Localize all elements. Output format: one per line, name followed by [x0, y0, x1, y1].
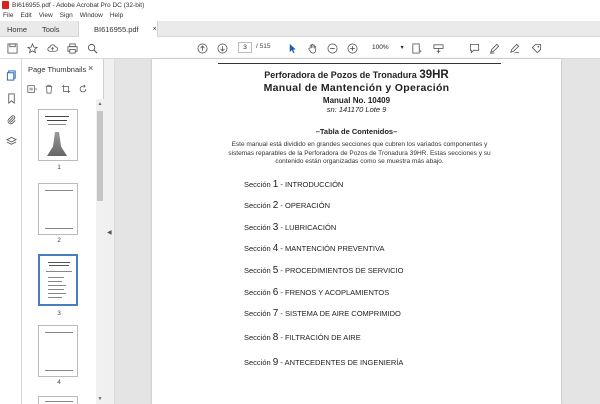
thumbnail-number: 2 — [57, 237, 61, 244]
page-total: / 515 — [256, 43, 271, 50]
intro-paragraph: Este manual está dividido en grandes secciones que cubren los variados componentes y sistemas reparables de la Perforadora de Pozos de Tronadura 39HR. Estas secciones y su contenido están organizadas como se muestra más abajo. — [228, 141, 491, 165]
page-thumbnail-5[interactable] — [38, 396, 78, 404]
tab-document[interactable] — [78, 21, 158, 38]
thumbnail-list — [22, 99, 96, 404]
header-rule — [218, 63, 501, 64]
toc-entry: Sección 6 - FRENOS Y ACOPLAMIENTOS — [244, 287, 390, 298]
thumbnail-scrollbar[interactable] — [96, 99, 104, 404]
cloud-upload-icon[interactable] — [46, 42, 58, 54]
highlight-pen-icon[interactable] — [488, 42, 500, 54]
chevron-down-icon: ▾ — [400, 45, 404, 51]
bookmark-star-icon[interactable] — [26, 42, 38, 54]
tab-home[interactable]: Home — [7, 24, 28, 34]
tab-bar — [0, 21, 600, 37]
heading-text: Perforadora de Pozos de Tronadura — [264, 70, 420, 80]
menu-help[interactable]: Help — [109, 12, 124, 19]
search-icon[interactable] — [86, 42, 98, 54]
document-title: Manual de Mantención y Operación — [263, 82, 450, 94]
stamp-tool-icon[interactable] — [530, 42, 542, 54]
previous-page-icon[interactable] — [196, 42, 208, 54]
thumbnail-number: 3 — [57, 310, 61, 317]
title-bar — [0, 0, 600, 10]
delete-page-icon[interactable] — [43, 83, 54, 94]
panel-title: Page Thumbnails — [28, 65, 87, 74]
page-thumbnail-2[interactable] — [38, 183, 78, 235]
keyboard-icon[interactable] — [432, 42, 444, 54]
heading-model: 39HR — [419, 69, 449, 81]
crop-page-icon[interactable] — [60, 83, 71, 94]
close-tab-icon[interactable]: × — [152, 26, 157, 33]
close-panel-icon[interactable]: × — [88, 63, 94, 73]
tab-document-label: BI616955.pdf — [94, 25, 139, 34]
page-thumbnail-1[interactable] — [38, 109, 78, 161]
thumbnails-panel — [22, 59, 104, 404]
options-menu-icon[interactable] — [26, 83, 37, 94]
next-page-icon[interactable] — [216, 42, 228, 54]
toc-entry: Sección 5 - PROCEDIMIENTOS DE SERVICIO — [244, 265, 404, 276]
bookmark-icon[interactable] — [5, 92, 17, 104]
toc-entry: Sección 4 - MANTENCIÓN PREVENTIVA — [244, 243, 385, 254]
fit-page-icon[interactable] — [410, 42, 422, 54]
page-thumbnail-3[interactable] — [38, 254, 78, 306]
toc-entry: Sección 3 - LUBRICACIÓN — [244, 222, 337, 233]
save-icon[interactable] — [6, 42, 18, 54]
acrobat-logo-icon — [2, 1, 9, 9]
toc-entry: Sección 7 - SISTEMA DE AIRE COMPRIMIDO — [244, 308, 401, 319]
menu-bar — [0, 10, 600, 21]
tab-tools[interactable]: Tools — [42, 24, 60, 34]
menu-edit[interactable]: Edit — [20, 12, 32, 19]
window-title: BI616955.pdf - Adobe Acrobat Pro DC (32-bit) — [12, 1, 145, 9]
draw-freehand-icon[interactable] — [508, 42, 520, 54]
serial-number: sn: 141170 Lote 9 — [326, 105, 387, 114]
zoom-out-icon[interactable] — [326, 42, 338, 54]
page-thumbnails-icon[interactable] — [5, 69, 17, 81]
main-toolbar — [0, 37, 600, 59]
hand-tool-icon[interactable] — [306, 42, 318, 54]
document-viewport[interactable] — [115, 59, 600, 404]
select-cursor-icon[interactable] — [286, 42, 298, 54]
scrollbar-thumb[interactable] — [97, 111, 103, 201]
menu-file[interactable]: File — [3, 12, 14, 19]
manual-number: Manual No. 10409 — [322, 96, 391, 105]
page-thumbnail-4[interactable] — [38, 325, 78, 377]
toc-entry: Sección 2 - OPERACIÓN — [244, 200, 331, 211]
comment-icon[interactable] — [468, 42, 480, 54]
toc-title: –Tabla de Contenidos– — [315, 127, 398, 136]
panel-toolbar — [26, 82, 88, 95]
scroll-up-icon[interactable]: ▲ — [97, 101, 103, 107]
page-number-input[interactable]: 3 — [238, 42, 252, 53]
print-icon[interactable] — [66, 42, 78, 54]
zoom-level-value: 100% — [372, 44, 389, 51]
document-heading — [152, 69, 561, 81]
attachment-icon[interactable] — [5, 113, 17, 125]
thumbnail-number: 1 — [57, 164, 61, 171]
layers-icon[interactable] — [5, 135, 17, 147]
panel-collapse-handle[interactable] — [104, 59, 115, 404]
menu-view[interactable]: View — [38, 12, 53, 19]
toc-entry: Sección 9 - ANTECEDENTES DE INGENIERÍA — [244, 357, 404, 368]
menu-sign[interactable]: Sign — [59, 12, 73, 19]
rotate-page-icon[interactable] — [77, 83, 88, 94]
thumbnail-number: 4 — [57, 379, 61, 386]
navigation-rail — [0, 59, 22, 404]
toc-entry: Sección 8 - FILTRACIÓN DE AIRE — [244, 332, 361, 343]
zoom-level-dropdown[interactable] — [366, 42, 404, 53]
scroll-down-icon[interactable]: ▼ — [97, 396, 103, 402]
document-page — [152, 59, 561, 404]
chevron-left-icon: ◀ — [107, 230, 112, 236]
zoom-in-icon[interactable] — [346, 42, 358, 54]
menu-window[interactable]: Window — [79, 12, 103, 19]
toc-entry: Sección 1 - INTRODUCCIÓN — [244, 179, 344, 190]
